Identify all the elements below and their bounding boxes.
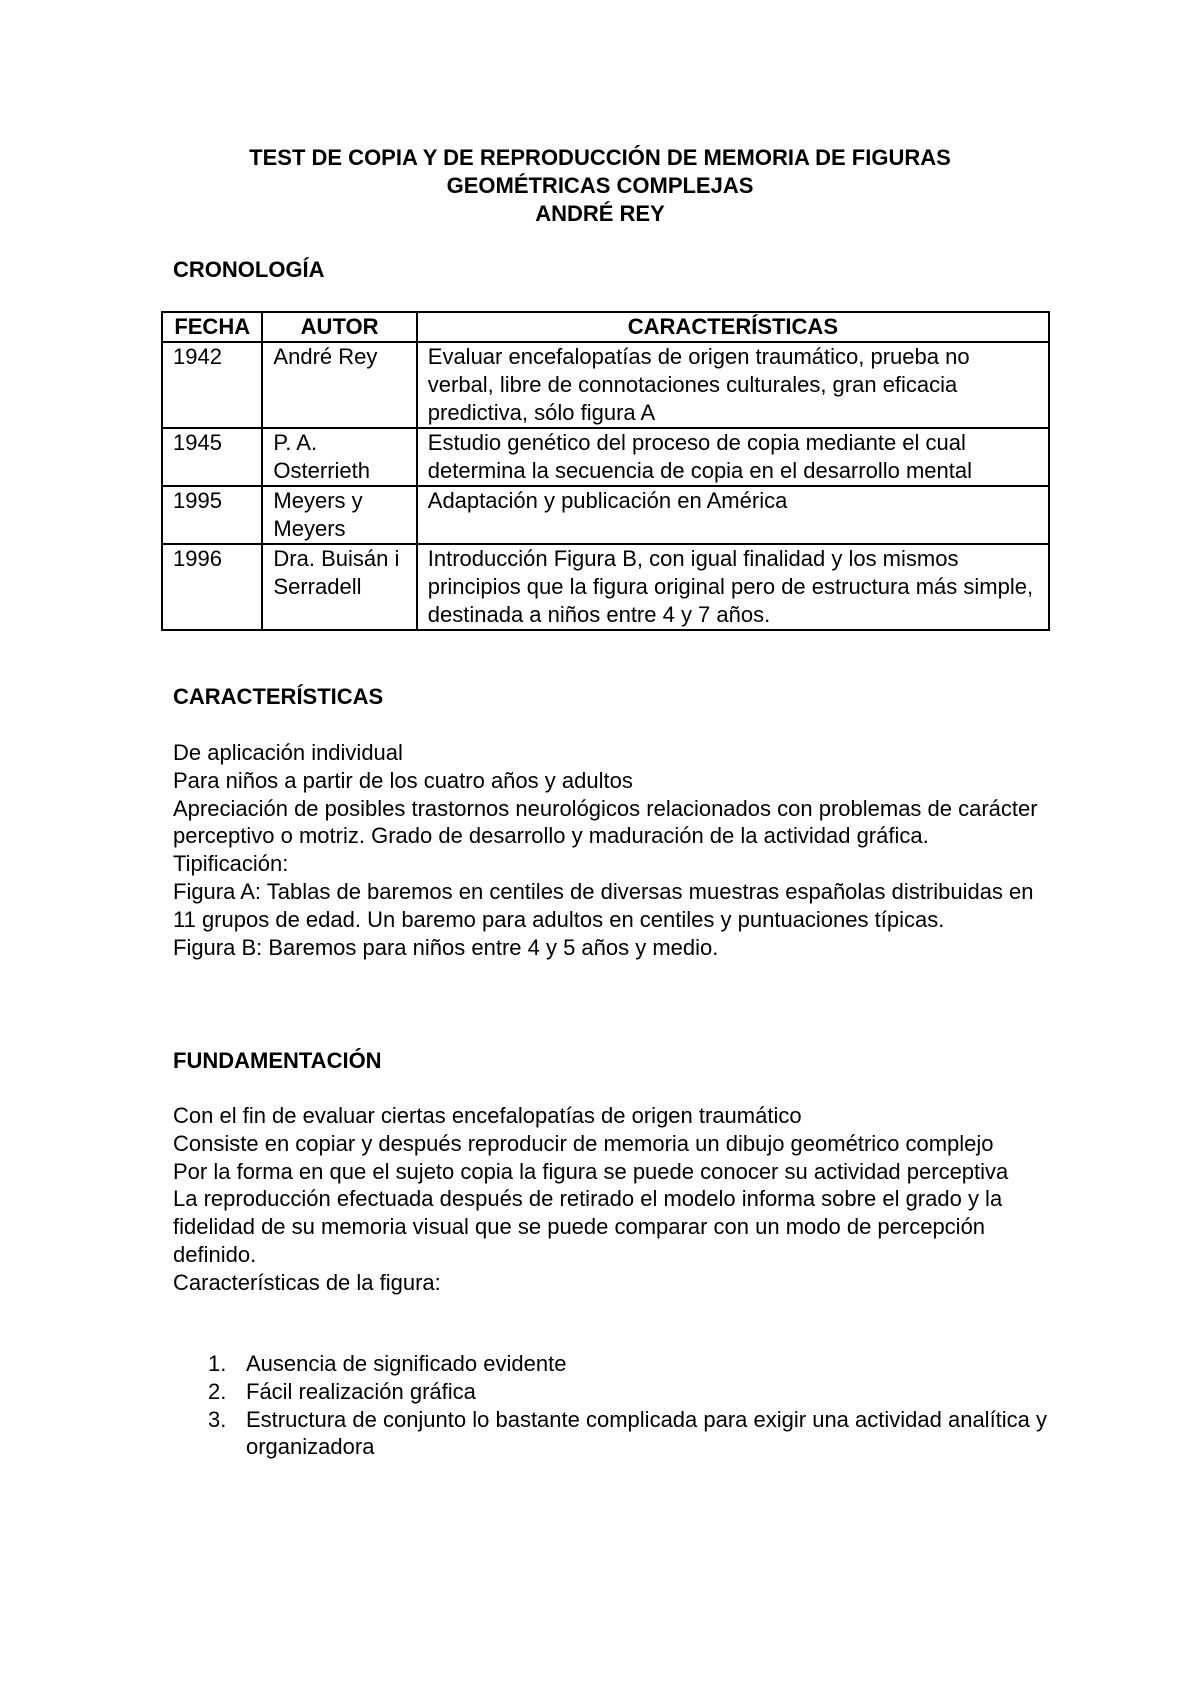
cell-autor: André Rey: [262, 342, 416, 428]
header-autor: AUTOR: [262, 312, 416, 342]
cell-caracteristicas: Adaptación y publicación en América: [417, 486, 1049, 544]
paragraph: Figura A: Tablas de baremos en centiles de diversas muestras españolas distribuidas en 11 grupos de edad. Un baremo para adultos en centiles y puntuaciones típicas.: [173, 878, 1034, 932]
list-item-text: Ausencia de significado evidente: [246, 1351, 567, 1376]
cell-autor: Meyers y Meyers: [262, 486, 416, 544]
table-row: [162, 486, 1049, 544]
cell-fecha: 1945: [162, 428, 262, 486]
paragraph: Tipificación:: [173, 851, 289, 877]
paragraph: Consiste en copiar y después reproducir de memoria un dibujo geométrico complejo: [173, 1130, 994, 1156]
paragraph: Por la forma en que el sujeto copia la figura se puede conocer su actividad perceptiva: [173, 1158, 1009, 1184]
paragraph: La reproducción efectuada después de retirado el modelo informa sobre el grado y la fidelidad de su memoria visual que se puede comparar con un modo de percepción definido.: [173, 1186, 1003, 1267]
paragraph: Con el fin de evaluar ciertas encefalopatías de origen traumático: [173, 1103, 802, 1128]
cell-caracteristicas: Estudio genético del proceso de copia mediante el cual determina la secuencia de copia en el desarrollo mental: [417, 428, 1049, 486]
paragraph: De aplicación individual: [173, 740, 403, 765]
paragraph: Apreciación de posibles trastornos neurológicos relacionados con problemas de carácter perceptivo o motriz. Grado de desarrollo y maduración de la actividad gráfica.: [173, 795, 1038, 849]
caracteristicas-heading: CARACTERÍSTICAS: [173, 684, 384, 709]
header-caracteristicas: CARACTERÍSTICAS: [417, 312, 1049, 342]
fundamentacion-heading: FUNDAMENTACIÓN: [173, 1048, 382, 1073]
header-fecha: FECHA: [162, 312, 262, 342]
table-row: [162, 544, 1049, 630]
list-number: 3.: [208, 1406, 227, 1432]
document-title: [0, 144, 1200, 228]
list-item: [173, 1350, 1053, 1378]
cell-fecha: 1942: [162, 342, 262, 428]
list-number: 1.: [208, 1351, 227, 1376]
cell-fecha: 1996: [162, 544, 262, 630]
figure-features-list: [173, 1350, 1053, 1461]
title-line-1: TEST DE COPIA Y DE REPRODUCCIÓN DE MEMORIA DE FIGURAS: [249, 145, 951, 170]
cell-caracteristicas: Evaluar encefalopatías de origen traumático, prueba no verbal, libre de connotaciones culturales, gran eficacia predictiva, sólo figura A: [417, 342, 1049, 428]
list-number: 2.: [208, 1378, 227, 1404]
table-header-row: [162, 312, 1049, 342]
list-item-text: Estructura de conjunto lo bastante complicada para exigir una actividad analítica y organizadora: [246, 1406, 1048, 1460]
cell-fecha: 1995: [162, 486, 262, 544]
title-line-3: ANDRÉ REY: [535, 201, 665, 226]
table-row: [162, 342, 1049, 428]
list-item: [173, 1378, 1053, 1406]
title-line-2: GEOMÉTRICAS COMPLEJAS: [446, 173, 754, 198]
cronologia-heading: CRONOLOGÍA: [173, 257, 325, 282]
list-item-text: Fácil realización gráfica: [246, 1378, 476, 1404]
cell-caracteristicas: Introducción Figura B, con igual finalidad y los mismos principios que la figura original pero de estructura más simple, destinada a niños entre 4 y 7 años.: [417, 544, 1049, 630]
paragraph: Características de la figura:: [173, 1269, 441, 1295]
cell-autor: Dra. Buisán i Serradell: [262, 544, 416, 630]
cell-autor: P. A. Osterrieth: [262, 428, 416, 486]
caracteristicas-body: [173, 739, 1053, 961]
table-row: [162, 428, 1049, 486]
cronologia-table: [161, 311, 1050, 631]
list-item: [173, 1406, 1053, 1462]
paragraph: Figura B: Baremos para niños entre 4 y 5 años y medio.: [173, 934, 719, 960]
fundamentacion-body: [173, 1102, 1053, 1297]
paragraph: Para niños a partir de los cuatro años y adultos: [173, 767, 633, 793]
